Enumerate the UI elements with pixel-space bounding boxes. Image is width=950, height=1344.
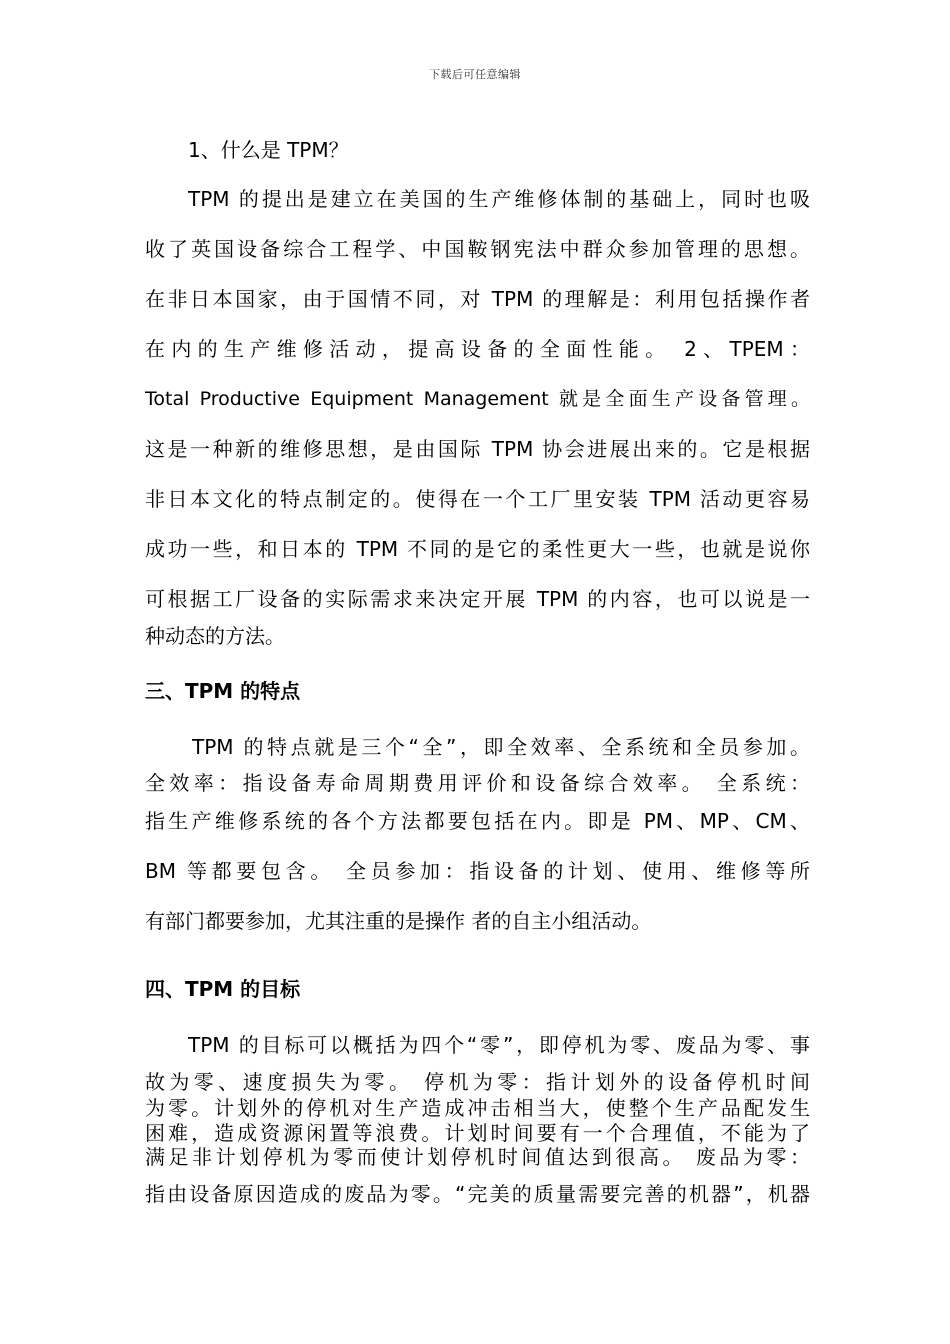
paragraph-line: BM 等都要包含。 全员参加：指设备的计划、使用、维修等所 (145, 859, 810, 883)
paragraph-line: 指生产维修系统的各个方法都要包括在内。即是 PM、MP、CM、 (145, 809, 810, 833)
question-heading-1: 1、什么是 TPM？ (188, 138, 349, 162)
paragraph-line: 有部门都要参加，尤其注重的是操作 者的自主小组活动。 (145, 909, 652, 933)
paragraph-line: 故为零、速度损失为零。 停机为零：指计划外的设备停机时间 (145, 1070, 810, 1094)
paragraph-line: Total Productive Equipment Management 就是全面生产设备管理。 (145, 388, 810, 410)
paragraph-line: 种动态的方法。 (145, 624, 285, 648)
paragraph-line: TPM 的目标可以概括为四个“零”，即停机为零、废品为零、事 (188, 1033, 810, 1057)
paragraph-line: 在非日本国家，由于国情不同，对 TPM 的理解是：利用包括操作者 (145, 287, 810, 311)
paragraph-line: 全效率：指设备寿命周期费用评价和设备综合效率。 全系统： (145, 771, 810, 795)
paragraph-line: 非日本文化的特点制定的。使得在一个工厂里安装 TPM 活动更容易 (145, 487, 810, 511)
paragraph-line: 困难，造成资源闲置等浪费。计划时间要有一个合理值，不能为了 (145, 1121, 810, 1145)
paragraph-line: 这是一种新的维修思想，是由国际 TPM 协会进展出来的。它是根据 (145, 437, 810, 461)
paragraph-line: 成功一些，和日本的 TPM 不同的是它的柔性更大一些，也就是说你 (145, 537, 810, 561)
paragraph-line: TPM 的特点就是三个“全”，即全效率、全系统和全员参加。 (192, 735, 810, 759)
section-heading-4: 四、TPM 的目标 (145, 977, 301, 1001)
paragraph-line: 指由设备原因造成的废品为零。“完美的质量需要完善的机器”，机器 (145, 1182, 810, 1206)
page-header: 下载后可任意编辑 (429, 68, 521, 81)
paragraph-line: TPM 的提出是建立在美国的生产维修体制的基础上，同时也吸 (188, 187, 810, 211)
paragraph-line: 在内的生产维修活动，提高设备的全面性能。 2、TPEM： (145, 337, 810, 361)
section-heading-3: 三、TPM 的特点 (145, 679, 301, 703)
paragraph-line: 为零。计划外的停机对生产造成冲击相当大，使整个生产品配发生 (145, 1096, 810, 1120)
paragraph-line: 收了英国设备综合工程学、中国鞍钢宪法中群众参加管理的思想。 (145, 237, 810, 261)
paragraph-line: 满足非计划停机为零而使计划停机时间值达到很高。 废品为零： (145, 1145, 810, 1169)
paragraph-line: 可根据工厂设备的实际需求来决定开展 TPM 的内容，也可以说是一 (145, 587, 810, 611)
